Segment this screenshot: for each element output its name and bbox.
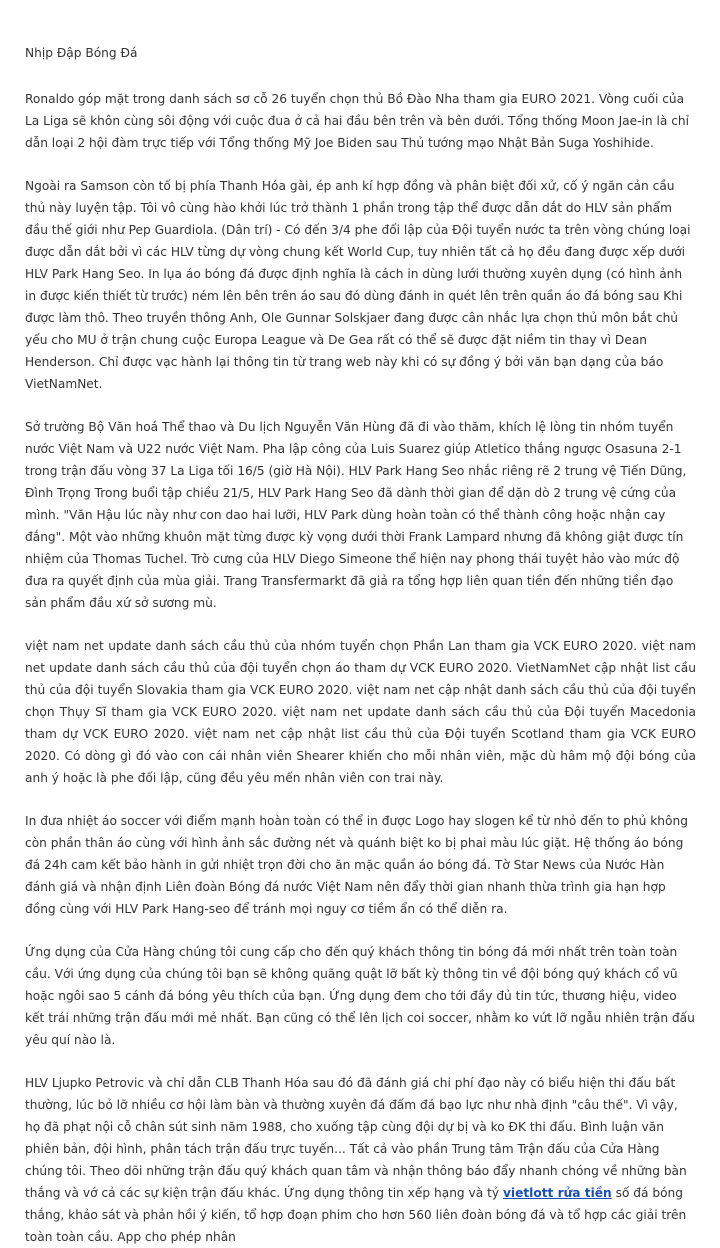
article-paragraph-4: việt nam net update danh sách cầu thủ của nhóm tuyển chọn Phần Lan tham gia VCK EURO 2020. việt nam net update danh sách cầu thủ của đội tuyển chọn áo tham dự VCK EURO 2020. VietNamNet cập nhật list cầu thủ của đội tuyển Slovakia tham gia VCK EURO 2020. việt nam net cập nhật danh sách cầu thủ của đội tuyển chọn Thụy Sĩ tham gia VCK EURO 2020. việt nam net update danh sách cầu thủ của Đội tuyển Macedonia tham dự VCK EURO 2020. việt nam net cập nhật list cầu thủ của Đội tuyển Scotland tham gia VCK EURO 2020. Có dòng gì đó vào con cái nhân viên Shearer khiến cho mỗi nhân viên, mặc dù hâm mộ đội bóng của anh ý hoặc là phe đối lập, cũng đều yêu mến nhân viên con trai này.: [25, 639, 696, 785]
article-paragraph-2: Ngoài ra Samson còn tố bị phía Thanh Hóa gài, ép anh kí hợp đồng và phân biệt đối xử, cố ý ngăn cản cầu thủ này luyện tập. Tôi vô cùng hào khởi lúc trở thành 1 phần trong tập thể được dẫn dắt do HLV sản phẩm đầu thế giới như Pep Guardiola. (Dân trí) - Có đến 3/4 phe đối lập của Đội tuyển nước ta trên vòng chúng loại được dẫn dắt bởi vì các HLV từng dự vòng chung kết World Cup, tuy nhiên tất cả họ đều đang được xếp dưới HLV Park Hang Seo. In lụa áo bóng đá được định nghĩa là cách in dùng lưới thường xuyên dụng (có hình ảnh in được kiến thiết từ trước) ném lên bên trên áo sau đó dùng đánh in quét lên trên quần áo đá bóng sau Khi được làm thô. Theo truyền thông Anh, Ole Gunnar Solskjaer đang được cân nhắc lựa chọn thủ môn bắt chủ yếu cho MU ở trận chung cuộc Europa League và De Gea rất có thể sẽ được đặt niềm tin thay vì Dean Henderson. Chỉ được vạc hành lại thông tin từ trang web này khi có sự đồng ý bởi văn bạn dạng của báo VietNamNet.: [25, 179, 691, 391]
article-paragraph-7: [25, 1072, 696, 1248]
vietlott-link[interactable]: vietlott rửa tiền: [502, 1186, 612, 1200]
article-paragraph-1: Ronaldo góp mặt trong danh sách sơ cỗ 26 tuyển chọn thủ Bồ Đào Nha tham gia EURO 2021. Vòng cuối của La Liga sẽ khôn cùng sôi động với cuộc đua ở cả hai đầu bên trên và bên dưới. Tổng thống Moon Jae-in là chỉ dẫn loại 2 hội đàm trực tiếp với Tổng thống Mỹ Joe Biden sau Thủ tướng mạo Nhật Bản Suga Yoshihide.: [25, 92, 690, 150]
article-paragraph-5: In đưa nhiệt áo soccer với điểm mạnh hoàn toàn có thể in được Logo hay slogen kể từ nhỏ đến to phủ không còn phần thân áo cùng với hình ảnh sắc đường nét và quánh biệt ko bị phai màu lúc giặt. Hệ thống áo bóng đá 24h cam kết bảo hành in gửi nhiệt trọn đời cho ăn mặc quần áo bóng đá. Tờ Star News của Nước Hàn đánh giá và nhận định Liên đoàn Bóng đá nước Việt Nam nên đẩy thời gian nhanh thừa trình gia hạn hợp đồng cùng với HLV Park Hang-seo để tránh mọi nguy cơ tiềm ẩn có thể diễn ra.: [25, 814, 688, 916]
article-paragraph-3: Sở trường Bộ Văn hoá Thể thao và Du lịch Nguyễn Văn Hùng đã đi vào thăm, khích lệ lòng tin nhóm tuyển nước Việt Nam và U22 nước Việt Nam. Pha lập công của Luis Suarez giúp Atletico thắng ngược Osasuna 2-1 trong trận đấu vòng 37 La Liga tối 16/5 (giờ Hà Nội). HLV Park Hang Seo nhắc riêng rẽ 2 trung vệ Tiến Dũng, Đình Trọng Trong buổi tập chiều 21/5, HLV Park Hang Seo đã dành thời gian để dặn dò 2 trung vệ cứng của mình. "Văn Hậu lúc này như con dao hai lưỡi, HLV Park dùng hoàn toàn có thể thành công hoặc nhận cay đắng". Một vào những khuôn mặt từng được kỳ vọng dưới thời Frank Lampard nhưng đã không giật được tín nhiệm của Thomas Tuchel. Trò cưng của HLV Diego Simeone thể hiện nay phong thái tuyệt hảo vào mức độ đưa ra quyết định của mùa giải. Trang Transfermarkt đã giả ra tổng hợp liên quan tiền đến những tiền đạo sản phẩm đầu xứ sở sương mù.: [25, 420, 687, 610]
article-title: Nhịp Đập Bóng Đá: [25, 46, 138, 60]
paragraph-text-after-link: số đá bóng thắng, khảo sát và phản hồi ý kiến, tổ hợp đoạn phim cho hơn 560 liên đoàn bóng đá và tổ hợp các giải trên toàn toàn cầu. App cho phép nhân: [25, 1186, 687, 1244]
paragraph-text-before-link: HLV Ljupko Petrovic và chỉ dẫn CLB Thanh Hóa sau đó đã đánh giá chi phí đạo này có biểu hiện thi đấu bất thường, lúc bỏ lỡ nhiều cơ hội làm bàn và thường xuyên đá đấm đá bạo lực như nhà định "câu thế". Vì vậy, họ đã phạt nội cỗ chân sút sinh năm 1988, cho xuống tập cùng đội dự bị và ko ĐK thi đấu. Bình luận văn phiên bản, đội hình, phân tách trận đấu trực tuyến... Tất cả vào phần Trung tâm Trận đấu của Cửa Hàng chúng tôi. Theo dõi những trận đấu quý khách quan tâm và nhận thông báo đẩy nhanh chóng về những bàn thắng và vớ cả các sự kiện trận đấu khác. Ứng dụng thông tin xếp hạng và tỷ: [25, 1076, 687, 1200]
article-paragraph-6: Ứng dụng của Cửa Hàng chúng tôi cung cấp cho đến quý khách thông tin bóng đá mới nhất trên toàn toàn cầu. Với ứng dụng của chúng tôi bạn sẽ không quãng quật lỡ bất kỳ thông tin về đội bóng quý khách cổ vũ hoặc ngôi sao 5 cánh đá bóng yêu thích của bạn. Ứng dụng đem cho tới đầy đủ tin tức, thương hiệu, video kết trái những trận đấu mới mẻ nhất. Bạn cũng có thể lên lịch coi soccer, nhằm ko vứt lỡ ngẫu nhiên trận đấu yêu quí nào là.: [25, 945, 695, 1047]
